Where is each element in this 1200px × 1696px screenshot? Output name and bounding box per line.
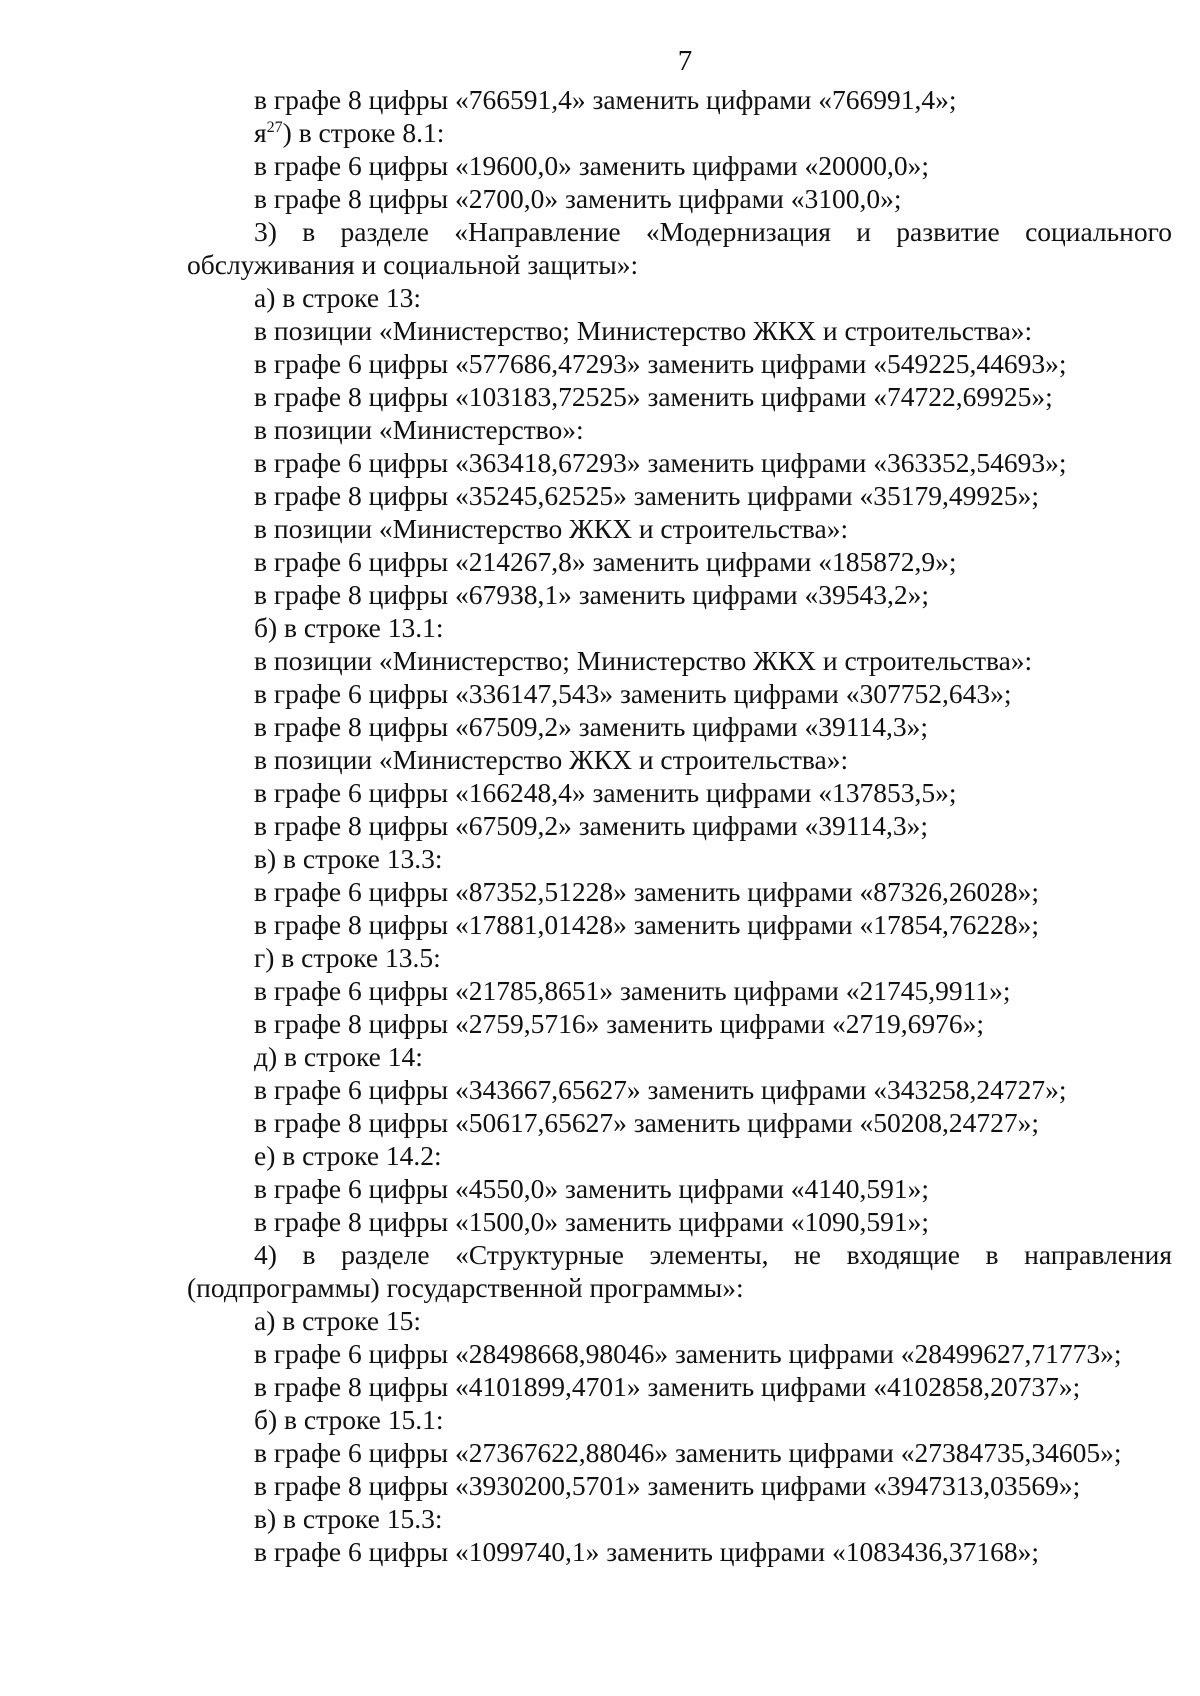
text-line: в графе 6 цифры «87352,51228» заменить цифрами «87326,26028»; xyxy=(254,876,1039,907)
text-line: в графе 8 цифры «766591,4» заменить цифрами «766991,4»; xyxy=(254,84,957,115)
text-line: а) в строке 13: xyxy=(254,282,422,313)
text-line: в) в строке 13.3: xyxy=(254,843,443,874)
text-line-ya-subitem xyxy=(187,116,1172,149)
text-line: в графе 6 цифры «27367622,88046» заменить цифрами «27384735,34605»; xyxy=(254,1437,1122,1468)
text-line: в позиции «Министерство; Министерство ЖКХ и строительства»: xyxy=(254,645,1033,676)
text-line: в графе 6 цифры «577686,47293» заменить цифрами «549225,44693»; xyxy=(254,348,1067,379)
page-number: 7 xyxy=(677,45,693,77)
text-line: в графе 8 цифры «103183,72525» заменить цифрами «74722,69925»; xyxy=(254,381,1053,412)
document-body xyxy=(187,83,1172,1568)
subitem-letter: я xyxy=(254,117,267,148)
text-line: в позиции «Министерство»: xyxy=(254,414,584,445)
section-heading-continuation: (подпрограммы) государственной программы»: xyxy=(187,1272,744,1303)
text-line: в графе 8 цифры «50617,65627» заменить цифрами «50208,24727»; xyxy=(254,1107,1039,1138)
text-line: в позиции «Министерство; Министерство ЖКХ и строительства»: xyxy=(254,315,1033,346)
text-line: в графе 6 цифры «343667,65627» заменить цифрами «343258,24727»; xyxy=(254,1074,1067,1105)
text-line: в графе 6 цифры «1099740,1» заменить цифрами «1083436,37168»; xyxy=(254,1536,1039,1567)
text-line: в графе 8 цифры «35245,62525» заменить цифрами «35179,49925»; xyxy=(254,480,1039,511)
text-line: б) в строке 13.1: xyxy=(254,612,444,643)
subitem-label: ) в строке 8.1: xyxy=(282,117,445,148)
text-line: в графе 6 цифры «4550,0» заменить цифрами «4140,591»; xyxy=(254,1173,929,1204)
text-line: в графе 8 цифры «3930200,5701» заменить цифрами «3947313,03569»; xyxy=(254,1470,1081,1501)
text-line: в графе 8 цифры «67509,2» заменить цифрами «39114,3»; xyxy=(254,810,928,841)
text-line: в графе 6 цифры «166248,4» заменить цифрами «137853,5»; xyxy=(254,777,957,808)
text-line: б) в строке 15.1: xyxy=(254,1404,444,1435)
text-line: в графе 8 цифры «67938,1» заменить цифрами «39543,2»; xyxy=(254,579,929,610)
text-line: в графе 6 цифры «21785,8651» заменить цифрами «21745,9911»; xyxy=(254,975,1011,1006)
text-line: в графе 6 цифры «19600,0» заменить цифрами «20000,0»; xyxy=(254,150,929,181)
text-line: в) в строке 15.3: xyxy=(254,1503,443,1534)
text-line: г) в строке 13.5: xyxy=(254,942,441,973)
text-line: а) в строке 15: xyxy=(254,1305,422,1336)
section-heading-continuation: обслуживания и социальной защиты»: xyxy=(187,249,639,280)
text-line: в графе 6 цифры «214267,8» заменить цифрами «185872,9»; xyxy=(254,546,957,577)
text-line: е) в строке 14.2: xyxy=(254,1140,442,1171)
subitem-superscript: 27 xyxy=(266,118,283,136)
text-line: в графе 6 цифры «28498668,98046» заменить цифрами «28499627,71773»; xyxy=(254,1338,1122,1369)
text-line: в позиции «Министерство ЖКХ и строительства»: xyxy=(254,744,849,775)
text-line: в графе 8 цифры «67509,2» заменить цифрами «39114,3»; xyxy=(254,711,928,742)
text-line: в графе 6 цифры «336147,543» заменить цифрами «307752,643»; xyxy=(254,678,1012,709)
text-line: в графе 8 цифры «2759,5716» заменить цифрами «2719,6976»; xyxy=(254,1008,984,1039)
section-heading-line: 3) в разделе «Направление «Модернизация и развитие социального xyxy=(254,216,1172,247)
section-heading-line: 4) в разделе «Структурные элементы, не входящие в направления xyxy=(254,1239,1172,1270)
text-line: в графе 8 цифры «17881,01428» заменить цифрами «17854,76228»; xyxy=(254,909,1039,940)
text-line: в графе 8 цифры «1500,0» заменить цифрами «1090,591»; xyxy=(254,1206,929,1237)
text-line: в графе 8 цифры «4101899,4701» заменить цифрами «4102858,20737»; xyxy=(254,1371,1081,1402)
text-line: в позиции «Министерство ЖКХ и строительства»: xyxy=(254,513,849,544)
text-line: д) в строке 14: xyxy=(254,1041,423,1072)
text-line: в графе 6 цифры «363418,67293» заменить цифрами «363352,54693»; xyxy=(254,447,1067,478)
text-line: в графе 8 цифры «2700,0» заменить цифрами «3100,0»; xyxy=(254,183,902,214)
